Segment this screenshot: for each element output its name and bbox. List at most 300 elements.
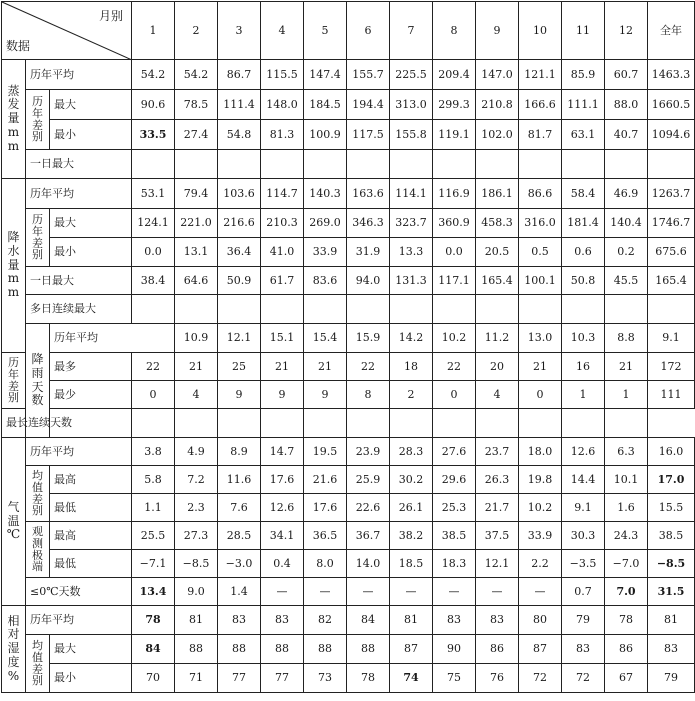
value-cell: −8.5	[648, 550, 695, 578]
value-cell: 18.5	[390, 550, 433, 578]
value-cell: 148.0	[261, 90, 304, 120]
value-cell: 116.9	[433, 179, 476, 209]
value-cell: 28.5	[218, 522, 261, 550]
value-cell: 140.3	[304, 179, 347, 209]
category-text: 降雨天数	[31, 351, 44, 408]
month-header: 6	[347, 2, 390, 60]
value-cell: 9.0	[175, 578, 218, 606]
empty-cell	[175, 150, 218, 179]
value-cell: 163.6	[347, 179, 390, 209]
data-label: 数据	[6, 39, 31, 54]
value-cell: 54.2	[175, 60, 218, 90]
value-cell: 4	[175, 381, 218, 409]
empty-cell	[433, 295, 476, 324]
row-label: 最少	[50, 381, 132, 409]
row-label: 最大	[50, 635, 132, 664]
value-cell: 87	[390, 635, 433, 664]
value-cell: 81.3	[261, 120, 304, 150]
subgroup-label	[26, 209, 50, 267]
value-cell: 12.1	[218, 324, 261, 353]
value-cell: 675.6	[648, 238, 695, 267]
value-cell: 25.9	[347, 466, 390, 494]
value-cell: 74	[390, 664, 433, 693]
value-cell: 13.3	[390, 238, 433, 267]
empty-cell	[562, 150, 605, 179]
row-label: 历年平均	[50, 324, 175, 353]
value-cell: 13.1	[175, 238, 218, 267]
value-cell: 100.9	[304, 120, 347, 150]
value-cell: —	[347, 578, 390, 606]
month-header: 9	[476, 2, 519, 60]
value-cell: 83	[433, 606, 476, 635]
empty-cell	[304, 150, 347, 179]
empty-cell	[433, 150, 476, 179]
value-cell: 166.6	[519, 90, 562, 120]
category-label	[2, 179, 26, 353]
value-cell: 81	[175, 606, 218, 635]
value-cell: 15.5	[648, 494, 695, 522]
table-row	[2, 635, 695, 664]
value-cell: 14.4	[562, 466, 605, 494]
row-label: 最小	[50, 120, 132, 150]
subgroup-label	[26, 90, 50, 150]
value-cell: 78.5	[175, 90, 218, 120]
value-cell: 79	[648, 664, 695, 693]
row-label: 历年平均	[26, 606, 132, 635]
value-cell: 88	[347, 635, 390, 664]
category-label	[2, 606, 26, 693]
value-cell: 1463.3	[648, 60, 695, 90]
value-cell: 24.3	[605, 522, 648, 550]
value-cell: 8.0	[304, 550, 347, 578]
value-cell: 79.4	[175, 179, 218, 209]
value-cell: 85.9	[562, 60, 605, 90]
value-cell: 83.6	[304, 267, 347, 295]
value-cell: −3.0	[218, 550, 261, 578]
value-cell: 12.6	[261, 494, 304, 522]
value-cell: 1263.7	[648, 179, 695, 209]
value-cell: 23.7	[476, 438, 519, 466]
value-cell: 87	[519, 635, 562, 664]
value-cell: 210.8	[476, 90, 519, 120]
value-cell: —	[519, 578, 562, 606]
table-row	[2, 267, 695, 295]
value-cell: 21	[519, 353, 562, 381]
value-cell: −7.1	[132, 550, 175, 578]
empty-cell	[476, 295, 519, 324]
value-cell: 1.1	[132, 494, 175, 522]
value-cell: 86	[476, 635, 519, 664]
value-cell: 40.7	[605, 120, 648, 150]
value-cell: 15.4	[304, 324, 347, 353]
value-cell: 323.7	[390, 209, 433, 238]
table-row	[2, 409, 695, 438]
value-cell: 10.3	[562, 324, 605, 353]
value-cell: 88.0	[605, 90, 648, 120]
value-cell: 20.5	[476, 238, 519, 267]
value-cell: 38.4	[132, 267, 175, 295]
value-cell: 140.4	[605, 209, 648, 238]
value-cell: 21.7	[476, 494, 519, 522]
value-cell: 37.5	[476, 522, 519, 550]
value-cell: 31.5	[648, 578, 695, 606]
value-cell: 78	[347, 664, 390, 693]
subgroup-label	[2, 353, 26, 409]
value-cell: 25.3	[433, 494, 476, 522]
value-cell: 38.5	[433, 522, 476, 550]
value-cell: 17.0	[648, 466, 695, 494]
table-row	[2, 494, 695, 522]
empty-cell	[562, 409, 605, 438]
value-cell: 77	[218, 664, 261, 693]
empty-cell	[132, 295, 175, 324]
month-header: 3	[218, 2, 261, 60]
row-label: 最大	[50, 90, 132, 120]
value-cell: 4	[476, 381, 519, 409]
value-cell: 90.6	[132, 90, 175, 120]
value-cell: 458.3	[476, 209, 519, 238]
empty-cell	[390, 295, 433, 324]
value-cell: 111.4	[218, 90, 261, 120]
value-cell: 269.0	[304, 209, 347, 238]
table-row	[2, 60, 695, 90]
value-cell: −3.5	[562, 550, 605, 578]
value-cell: 209.4	[433, 60, 476, 90]
value-cell: 27.4	[175, 120, 218, 150]
value-cell: 88	[304, 635, 347, 664]
empty-cell	[605, 295, 648, 324]
value-cell: 165.4	[648, 267, 695, 295]
empty-cell	[605, 150, 648, 179]
value-cell: 21	[605, 353, 648, 381]
value-cell: 30.2	[390, 466, 433, 494]
value-cell: 54.8	[218, 120, 261, 150]
value-cell: 21	[304, 353, 347, 381]
value-cell: 1660.5	[648, 90, 695, 120]
empty-cell	[433, 409, 476, 438]
value-cell: 0.7	[562, 578, 605, 606]
value-cell: 94.0	[347, 267, 390, 295]
value-cell: 84	[347, 606, 390, 635]
value-cell: —	[433, 578, 476, 606]
row-label: 最小	[50, 664, 132, 693]
table-row	[2, 664, 695, 693]
value-cell: 4.9	[175, 438, 218, 466]
value-cell: 114.7	[261, 179, 304, 209]
value-cell: 45.5	[605, 267, 648, 295]
row-label: 最长连续天数	[2, 409, 50, 438]
value-cell: 2.3	[175, 494, 218, 522]
empty-cell	[261, 150, 304, 179]
table-row	[2, 295, 695, 324]
empty-cell	[175, 409, 218, 438]
value-cell: 16.0	[648, 438, 695, 466]
empty-cell	[347, 295, 390, 324]
value-cell: 9.1	[648, 324, 695, 353]
value-cell: 10.9	[175, 324, 218, 353]
value-cell: 0.2	[605, 238, 648, 267]
value-cell: 18	[390, 353, 433, 381]
value-cell: 14.7	[261, 438, 304, 466]
value-cell: 12.1	[476, 550, 519, 578]
value-cell: 9	[304, 381, 347, 409]
value-cell: 34.1	[261, 522, 304, 550]
row-label: 最多	[50, 353, 132, 381]
value-cell: 17.6	[304, 494, 347, 522]
empty-cell	[519, 150, 562, 179]
category-label	[2, 60, 26, 179]
value-cell: 360.9	[433, 209, 476, 238]
value-cell: 27.6	[433, 438, 476, 466]
month-header: 4	[261, 2, 304, 60]
value-cell: 21	[175, 353, 218, 381]
empty-cell	[218, 150, 261, 179]
month-header: 8	[433, 2, 476, 60]
value-cell: 86.6	[519, 179, 562, 209]
value-cell: 71	[175, 664, 218, 693]
empty-cell	[562, 295, 605, 324]
value-cell: 11.6	[218, 466, 261, 494]
value-cell: 77	[261, 664, 304, 693]
value-cell: 36.5	[304, 522, 347, 550]
value-cell: 1094.6	[648, 120, 695, 150]
value-cell: 194.4	[347, 90, 390, 120]
value-cell: 6.3	[605, 438, 648, 466]
row-label: 最小	[50, 238, 132, 267]
value-cell: 30.3	[562, 522, 605, 550]
value-cell: 33.9	[519, 522, 562, 550]
value-cell: 33.5	[132, 120, 175, 150]
table-row	[2, 578, 695, 606]
value-cell: 8.8	[605, 324, 648, 353]
value-cell: 8	[347, 381, 390, 409]
value-cell: 0.0	[132, 238, 175, 267]
value-cell: 216.6	[218, 209, 261, 238]
value-cell: 0	[519, 381, 562, 409]
empty-cell	[218, 409, 261, 438]
month-label: 月别	[99, 9, 124, 23]
value-cell: 7.2	[175, 466, 218, 494]
value-cell: 22	[347, 353, 390, 381]
value-cell: 18.0	[519, 438, 562, 466]
value-cell: 26.1	[390, 494, 433, 522]
month-header: 5	[304, 2, 347, 60]
value-cell: 21	[261, 353, 304, 381]
value-cell: 131.3	[390, 267, 433, 295]
subgroup-text: 均值差别	[32, 469, 43, 518]
value-cell: 100.1	[519, 267, 562, 295]
value-cell: 25	[218, 353, 261, 381]
value-cell: 22	[433, 353, 476, 381]
value-cell: 221.0	[175, 209, 218, 238]
value-cell: 19.8	[519, 466, 562, 494]
value-cell: 14.2	[390, 324, 433, 353]
value-cell: 81	[390, 606, 433, 635]
empty-cell	[261, 409, 304, 438]
value-cell: 83	[648, 635, 695, 664]
subgroup-text: 历年差别	[32, 213, 43, 262]
month-header: 2	[175, 2, 218, 60]
row-label: 最高	[50, 522, 132, 550]
empty-cell	[175, 295, 218, 324]
value-cell: —	[476, 578, 519, 606]
value-cell: 0.6	[562, 238, 605, 267]
row-label: 历年平均	[26, 438, 132, 466]
value-cell: 225.5	[390, 60, 433, 90]
value-cell: 76	[476, 664, 519, 693]
climate-table	[1, 1, 695, 693]
value-cell: 82	[304, 606, 347, 635]
value-cell: 9.1	[562, 494, 605, 522]
value-cell: 84	[132, 635, 175, 664]
table-row	[2, 238, 695, 267]
row-label: 最低	[50, 494, 132, 522]
table-row	[2, 179, 695, 209]
subgroup-label	[26, 635, 50, 693]
empty-cell	[519, 295, 562, 324]
table-row	[2, 150, 695, 179]
value-cell: 60.7	[605, 60, 648, 90]
value-cell: 58.4	[562, 179, 605, 209]
table-row	[2, 550, 695, 578]
value-cell: 11.2	[476, 324, 519, 353]
value-cell: 172	[648, 353, 695, 381]
value-cell: 117.5	[347, 120, 390, 150]
value-cell: 53.1	[132, 179, 175, 209]
row-label: 多日连续最大	[26, 295, 132, 324]
value-cell: 28.3	[390, 438, 433, 466]
value-cell: 165.4	[476, 267, 519, 295]
value-cell: 50.9	[218, 267, 261, 295]
month-header: 7	[390, 2, 433, 60]
empty-cell	[132, 150, 175, 179]
value-cell: 29.6	[433, 466, 476, 494]
value-cell: 61.7	[261, 267, 304, 295]
table-row	[2, 466, 695, 494]
month-header: 1	[132, 2, 175, 60]
value-cell: 41.0	[261, 238, 304, 267]
value-cell: 17.6	[261, 466, 304, 494]
subgroup-text: 历年差别	[8, 356, 19, 405]
month-header: 10	[519, 2, 562, 60]
empty-cell	[347, 150, 390, 179]
value-cell: 33.9	[304, 238, 347, 267]
value-cell: 13.0	[519, 324, 562, 353]
value-cell: 86.7	[218, 60, 261, 90]
value-cell: 78	[132, 606, 175, 635]
value-cell: 83	[562, 635, 605, 664]
value-cell: 72	[562, 664, 605, 693]
value-cell: 78	[605, 606, 648, 635]
value-cell: 80	[519, 606, 562, 635]
table-row	[2, 522, 695, 550]
empty-cell	[304, 409, 347, 438]
value-cell: 5.8	[132, 466, 175, 494]
month-header: 11	[562, 2, 605, 60]
month-header: 12	[605, 2, 648, 60]
value-cell: 8.9	[218, 438, 261, 466]
value-cell: 186.1	[476, 179, 519, 209]
value-cell: —	[390, 578, 433, 606]
category-label	[2, 438, 26, 606]
value-cell: 2.2	[519, 550, 562, 578]
value-cell: 115.5	[261, 60, 304, 90]
value-cell: 103.6	[218, 179, 261, 209]
value-cell: 22	[132, 353, 175, 381]
header-row	[2, 2, 695, 60]
empty-cell	[390, 409, 433, 438]
value-cell: 88	[261, 635, 304, 664]
value-cell: 111.1	[562, 90, 605, 120]
value-cell: 20	[476, 353, 519, 381]
subgroup-label	[26, 466, 50, 522]
subgroup-text: 历年差别	[32, 95, 43, 144]
value-cell: 102.0	[476, 120, 519, 150]
empty-cell	[605, 409, 648, 438]
value-cell: 15.1	[261, 324, 304, 353]
value-cell: 22.6	[347, 494, 390, 522]
empty-cell	[347, 409, 390, 438]
value-cell: 38.5	[648, 522, 695, 550]
value-cell: 155.7	[347, 60, 390, 90]
month-header: 全年	[648, 2, 695, 60]
value-cell: 18.3	[433, 550, 476, 578]
value-cell: 81.7	[519, 120, 562, 150]
table-row	[2, 381, 695, 409]
value-cell: 72	[519, 664, 562, 693]
value-cell: 10.2	[519, 494, 562, 522]
value-cell: 70	[132, 664, 175, 693]
row-label: ≤0℃天数	[26, 578, 132, 606]
value-cell: 181.4	[562, 209, 605, 238]
empty-cell	[476, 150, 519, 179]
value-cell: 16	[562, 353, 605, 381]
value-cell: 14.0	[347, 550, 390, 578]
value-cell: 7.0	[605, 578, 648, 606]
value-cell: 75	[433, 664, 476, 693]
row-label: 最高	[50, 466, 132, 494]
value-cell: 313.0	[390, 90, 433, 120]
value-cell: 2	[390, 381, 433, 409]
value-cell: 119.1	[433, 120, 476, 150]
empty-cell	[519, 409, 562, 438]
value-cell: 0.5	[519, 238, 562, 267]
category-text: 气温℃	[6, 499, 21, 542]
value-cell: 155.8	[390, 120, 433, 150]
row-label: 历年平均	[26, 60, 132, 90]
table-row	[2, 438, 695, 466]
value-cell: 117.1	[433, 267, 476, 295]
value-cell: 10.1	[605, 466, 648, 494]
row-label: 历年平均	[26, 179, 132, 209]
category-text: 相对湿度%	[7, 613, 20, 683]
value-cell: 38.2	[390, 522, 433, 550]
value-cell: 83	[476, 606, 519, 635]
value-cell: 1746.7	[648, 209, 695, 238]
empty-cell	[304, 295, 347, 324]
value-cell: 124.1	[132, 209, 175, 238]
table-row	[2, 353, 695, 381]
empty-cell	[390, 150, 433, 179]
table-row	[2, 606, 695, 635]
value-cell: 83	[261, 606, 304, 635]
value-cell: 3.8	[132, 438, 175, 466]
subgroup-text: 均值差别	[32, 639, 43, 688]
value-cell: 111	[648, 381, 695, 409]
empty-cell	[648, 295, 695, 324]
value-cell: 10.2	[433, 324, 476, 353]
value-cell: 121.1	[519, 60, 562, 90]
